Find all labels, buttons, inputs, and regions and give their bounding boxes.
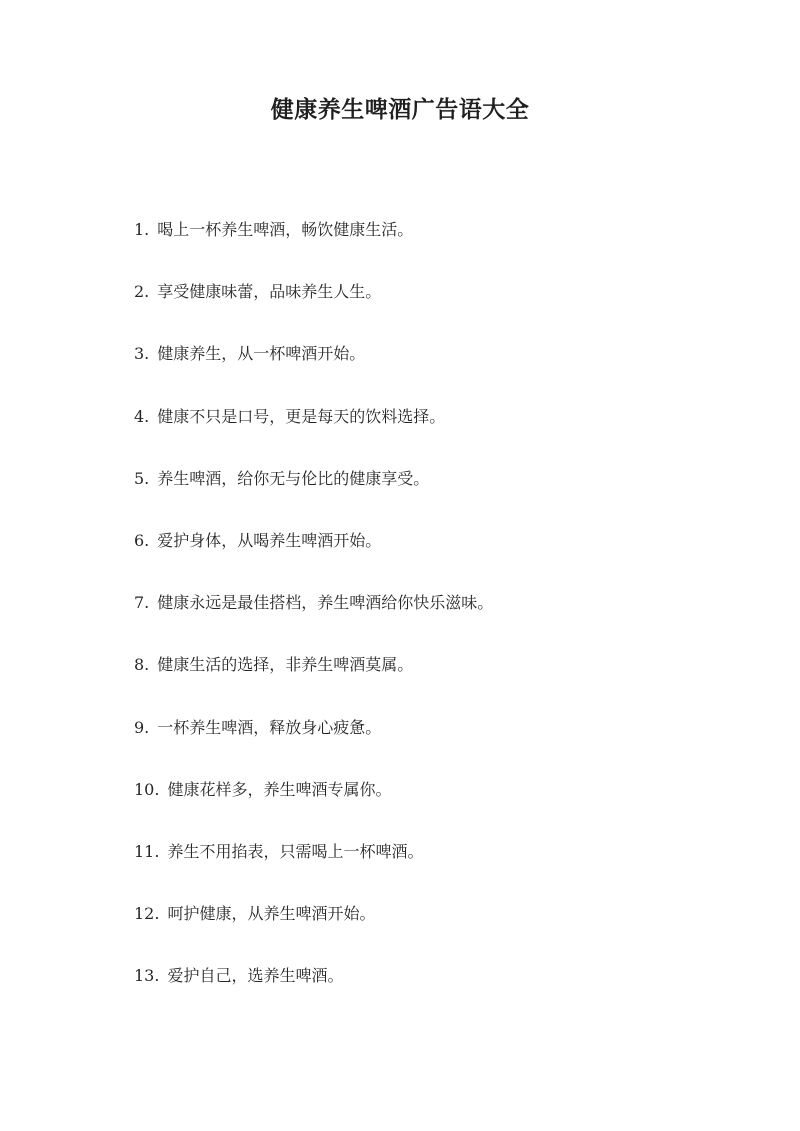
list-item-number: 10. bbox=[134, 779, 160, 799]
list-item-number: 2. bbox=[134, 282, 150, 302]
list-item-2 bbox=[134, 278, 734, 340]
list-item-number: 1. bbox=[134, 220, 150, 239]
list-item-number: 13. bbox=[134, 966, 160, 986]
list-item-number: 8. bbox=[134, 655, 150, 675]
list-item-text: 健康永远是最佳搭档，养生啤酒给你快乐滋味。 bbox=[157, 593, 494, 613]
list-item-text: 喝上一杯养生啤酒，畅饮健康生活。 bbox=[157, 220, 414, 239]
list-item-text: 健康生活的选择，非养生啤酒莫属。 bbox=[157, 655, 414, 675]
list-item-number: 6. bbox=[134, 530, 150, 550]
list-item-11 bbox=[134, 838, 734, 900]
list-item-13 bbox=[134, 962, 734, 1024]
list-item-text: 爱护身体，从喝养生啤酒开始。 bbox=[157, 530, 382, 550]
list-item-text: 养生啤酒，给你无与伦比的健康享受。 bbox=[157, 468, 430, 488]
list-item-10 bbox=[134, 776, 734, 838]
list-item-5 bbox=[134, 465, 734, 527]
list-item-number: 4. bbox=[134, 406, 150, 426]
list-item-number: 11. bbox=[134, 841, 160, 861]
list-item-number: 9. bbox=[134, 717, 150, 737]
list-item-number: 5. bbox=[134, 468, 150, 488]
list-item-text: 养生不用掐表，只需喝上一杯啤酒。 bbox=[167, 841, 424, 861]
list-item-text: 健康花样多，养生啤酒专属你。 bbox=[167, 779, 392, 799]
document-title: 健康养生啤酒广告语大全 bbox=[270, 96, 530, 123]
list-item-6 bbox=[134, 527, 734, 589]
list-item-9 bbox=[134, 714, 734, 776]
list-item-text: 健康养生，从一杯啤酒开始。 bbox=[157, 344, 366, 364]
list-item-3 bbox=[134, 340, 734, 402]
list-item-text: 呵护健康，从养生啤酒开始。 bbox=[167, 904, 376, 924]
list-item-12 bbox=[134, 900, 734, 962]
list-item-7 bbox=[134, 589, 734, 651]
list-item-text: 一杯养生啤酒，释放身心疲惫。 bbox=[157, 717, 382, 737]
list-item-text: 健康不只是口号，更是每天的饮料选择。 bbox=[157, 406, 446, 426]
list-item-number: 3. bbox=[134, 344, 150, 364]
list-item-number: 7. bbox=[134, 593, 150, 613]
list-item-text: 爱护自己，选养生啤酒。 bbox=[167, 966, 344, 986]
slogan-list bbox=[134, 216, 734, 1024]
list-item-text: 享受健康味蕾，品味养生人生。 bbox=[157, 282, 382, 302]
list-item-1 bbox=[134, 216, 734, 278]
list-item-number: 12. bbox=[134, 904, 160, 924]
list-item-4 bbox=[134, 403, 734, 465]
list-item-8 bbox=[134, 651, 734, 713]
